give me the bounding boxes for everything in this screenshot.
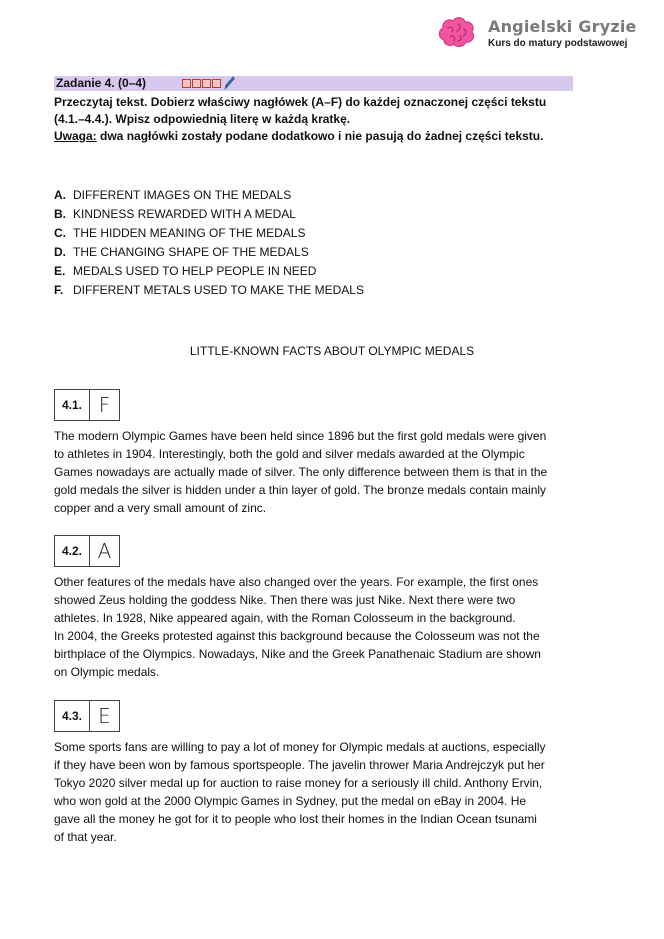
heading-letter: A. <box>54 188 66 202</box>
instruction-line: (4.1.–4.4.). Wpisz odpowiednią literę w każdą kratkę. <box>54 112 351 126</box>
answer-box-number: 4.2. <box>55 536 90 566</box>
heading-text: THE HIDDEN MEANING OF THE MEDALS <box>73 226 306 240</box>
brand-logo <box>436 14 656 54</box>
paragraph-line: The modern Olympic Games have been held since 1896 but the first gold medals were given <box>54 429 547 443</box>
heading-letter: C. <box>54 226 66 240</box>
paragraph-line: showed Zeus holding the goddess Nike. Then there was just Nike. Next there were two <box>54 593 516 607</box>
paragraph-line: if they have been won by famous sportspeople. The javelin thrower Maria Andrejczyk put her <box>54 758 545 772</box>
score-box <box>212 79 221 88</box>
answer-letter[interactable]: A <box>97 539 112 563</box>
heading-letter: D. <box>54 245 66 259</box>
brand-name: Angielski Gryzie <box>488 17 637 36</box>
heading-letter: B. <box>54 207 66 221</box>
answer-box-number: 4.3. <box>55 701 90 731</box>
heading-option-d <box>54 243 364 262</box>
brain-icon <box>436 14 476 50</box>
paragraph-line: to athletes in 1904. Interestingly, both the gold and silver medals awarded at the Olympic <box>54 447 525 461</box>
section-paragraph-4-2 <box>54 573 574 681</box>
instruction-line: Przeczytaj tekst. Dobierz właściwy nagłówek (A–F) do każdej oznaczonej części tekstu <box>54 95 547 109</box>
task-header-bar <box>54 76 573 91</box>
paragraph-line: who won gold at the 2000 Olympic Games in Sydney, put the medal on eBay in 2004. He <box>54 794 527 808</box>
task-instructions <box>54 94 584 145</box>
heading-option-e <box>54 262 364 281</box>
answer-box-4-2[interactable] <box>54 535 120 567</box>
heading-text: DIFFERENT METALS USED TO MAKE THE MEDALS <box>73 283 364 297</box>
answer-box-4-3[interactable] <box>54 700 120 732</box>
answer-letter[interactable]: F <box>98 393 111 417</box>
paragraph-line: gold medals the silver is hidden under a thin layer of gold. The bronze medals contain mainly <box>54 483 547 497</box>
pen-icon <box>223 76 235 90</box>
paragraph-line: birthplace of the Olympics. Nowadays, Nike and the Greek Panathenaic Stadium are shown <box>54 647 541 661</box>
score-box <box>182 79 191 88</box>
heading-text: THE CHANGING SHAPE OF THE MEDALS <box>73 245 309 259</box>
heading-option-a <box>54 186 364 205</box>
heading-text: DIFFERENT IMAGES ON THE MEDALS <box>73 188 292 202</box>
paragraph-line: athletes. In 1928, Nike appeared again, with the Roman Colosseum in the background. <box>54 611 516 625</box>
section-paragraph-4-3 <box>54 738 574 846</box>
article-title: LITTLE-KNOWN FACTS ABOUT OLYMPIC MEDALS <box>189 344 475 358</box>
paragraph-line: Tokyo 2020 silver medal up for auction to raise money for a seriously ill child. Anthony Ervin, <box>54 776 543 790</box>
paragraph-line: gave all the money he got for it to people who lost their homes in the Indian Ocean tsunami <box>54 812 537 826</box>
paragraph-line: Other features of the medals have also changed over the years. For example, the first ones <box>54 575 539 589</box>
paragraph-line: Games nowadays are actually made of silver. The only difference between them is that in the <box>54 465 548 479</box>
score-box <box>202 79 211 88</box>
headings-list <box>54 186 364 300</box>
paragraph-line: copper and a very small amount of zinc. <box>54 501 267 515</box>
score-boxes <box>182 78 235 88</box>
instruction-note <box>54 128 584 145</box>
note-label: Uwaga: <box>54 129 97 143</box>
heading-option-c <box>54 224 364 243</box>
heading-option-b <box>54 205 364 224</box>
paragraph-line: on Olympic medals. <box>54 665 160 679</box>
score-box <box>192 79 201 88</box>
paragraph-line: In 2004, the Greeks protested against this background because the Colosseum was not the <box>54 629 540 643</box>
paragraph-line: Some sports fans are willing to pay a lot of money for Olympic medals at auctions, especially <box>54 740 546 754</box>
note-text: dwa nagłówki zostały podane dodatkowo i nie pasują do żadnej części tekstu. <box>96 129 544 143</box>
answer-box-4-1[interactable] <box>54 389 120 421</box>
heading-letter: E. <box>54 264 66 278</box>
heading-option-f <box>54 281 364 300</box>
heading-text: MEDALS USED TO HELP PEOPLE IN NEED <box>73 264 317 278</box>
answer-box-number: 4.1. <box>55 390 90 420</box>
task-title: Zadanie 4. (0–4) <box>56 76 147 90</box>
brand-subtitle: Kurs do matury podstawowej <box>488 38 628 49</box>
answer-letter[interactable]: E <box>98 704 111 728</box>
heading-letter: F. <box>54 283 64 297</box>
paragraph-line: of that year. <box>54 830 117 844</box>
section-paragraph-4-1 <box>54 427 574 517</box>
heading-text: KINDNESS REWARDED WITH A MEDAL <box>73 207 296 221</box>
